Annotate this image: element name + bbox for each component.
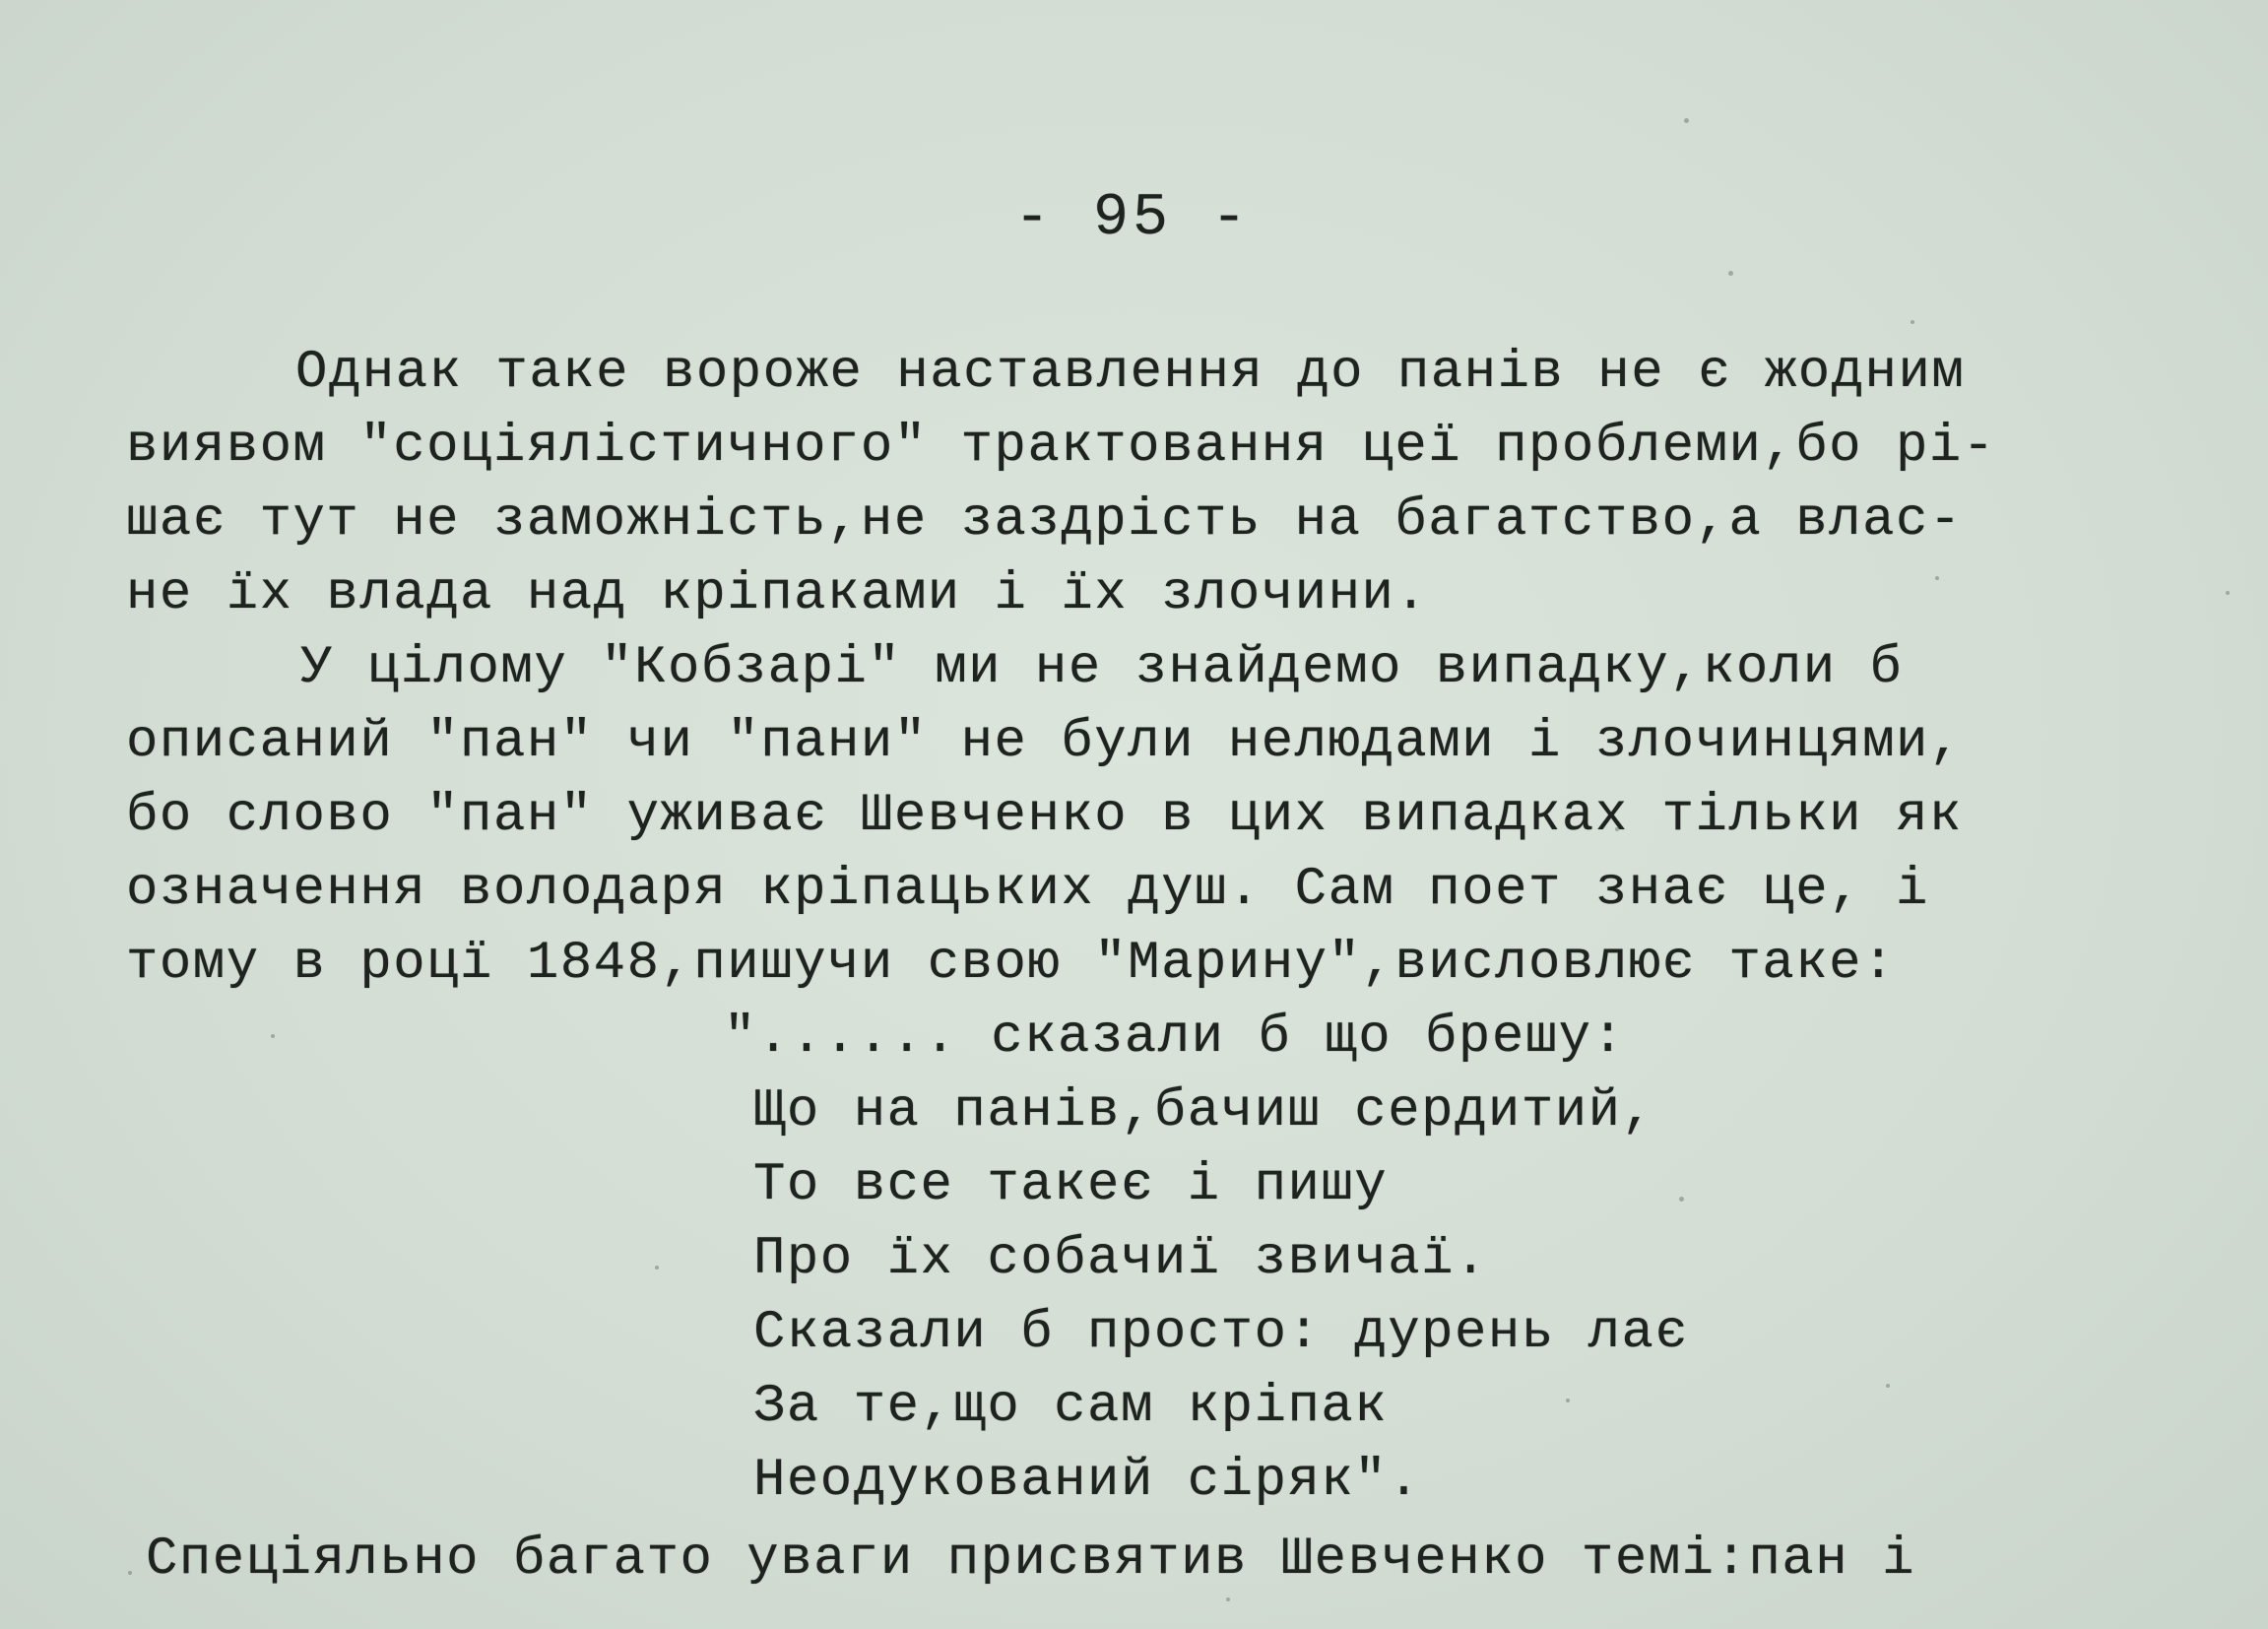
paragraph-1-line-2: виявом "соціялістичного" трактовання цеї проблеми,бо рі- bbox=[126, 417, 1996, 477]
paragraph-1-line-1: Однак таке вороже наставлення до панів не є жодним bbox=[295, 343, 1966, 403]
quote-line-1: "...... сказали б що брешу: bbox=[724, 1008, 1626, 1068]
quote-line-3: То все такеє і пишу bbox=[753, 1155, 1389, 1215]
quote-line-6: За те,що сам кріпак bbox=[753, 1377, 1389, 1437]
paper-speck bbox=[1886, 1384, 1890, 1388]
paragraph-2-line-3: бо слово "пан" уживає Шевченко в цих випадках тільки як bbox=[126, 786, 1963, 846]
page-number: - 95 - bbox=[1014, 185, 1252, 252]
quote-line-4: Про їх собачиї звичаї. bbox=[753, 1229, 1488, 1289]
paper-speck bbox=[1684, 118, 1689, 123]
paragraph-2-line-2: описаний "пан" чи "пани" не були нелюдами і злочинцями, bbox=[126, 712, 1963, 772]
paragraph-1-line-4: не їх влада над кріпаками і їх злочини. bbox=[126, 564, 1429, 624]
paper-speck bbox=[1566, 1399, 1570, 1402]
paper-speck bbox=[1679, 1197, 1684, 1202]
paragraph-1-line-3: шає тут не заможність,не заздрість на багатство,а влас- bbox=[126, 490, 1963, 551]
quote-line-2: Що на панів,бачиш сердитий, bbox=[753, 1081, 1655, 1141]
paper-speck bbox=[655, 1266, 659, 1270]
paper-speck bbox=[1935, 576, 1939, 580]
paragraph-2-line-5: тому в роцї 1848,пишучи свою "Марину",висловлює таке: bbox=[126, 934, 1896, 994]
quote-line-5: Сказали б просто: дурень лає bbox=[753, 1303, 1689, 1363]
paragraph-2-line-4: означення володаря кріпацьких душ. Сам поет знає це, і bbox=[126, 860, 1929, 920]
paper-speck bbox=[271, 1034, 275, 1038]
paper-speck bbox=[1911, 320, 1914, 324]
paper-speck bbox=[128, 1571, 132, 1575]
paper-speck bbox=[1728, 271, 1733, 276]
closing-line: Спеціяльно багато уваги присвятив Шевченко темі:пан і bbox=[146, 1530, 1915, 1590]
paper-speck bbox=[1226, 1597, 1230, 1601]
paper-speck bbox=[2226, 591, 2230, 595]
paragraph-2-line-1: У цілому "Кобзарі" ми не знайдемо випадку,коли б bbox=[300, 638, 1904, 698]
quote-line-7: Неодукований сіряк". bbox=[753, 1451, 1422, 1511]
